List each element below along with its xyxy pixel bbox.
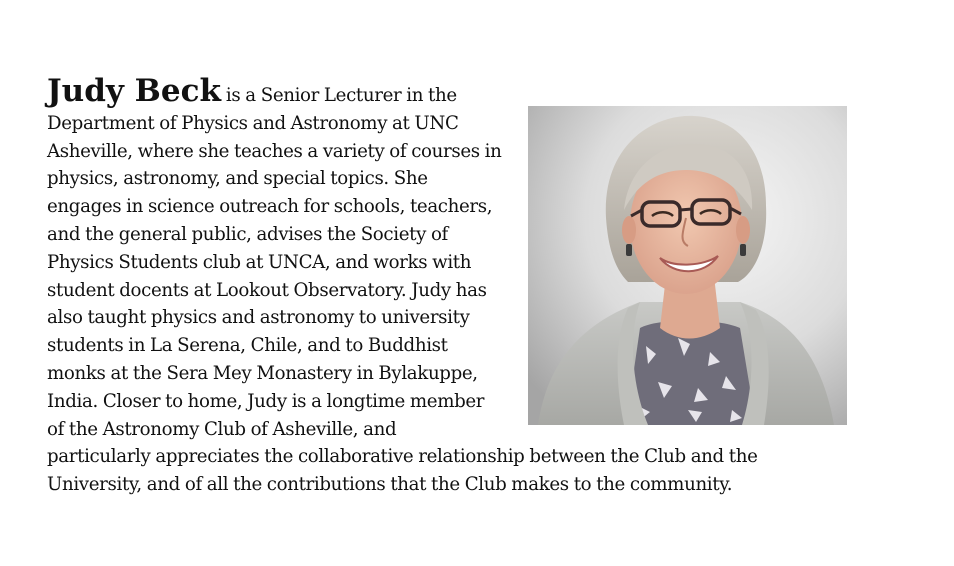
bio-paragraph [47, 73, 847, 499]
person-name: Judy Beck [47, 73, 221, 109]
portrait-photo [528, 106, 847, 425]
bio-text: is a Senior Lecturer in the Department of Physics and Astronomy at UNC Asheville, where she teaches a variety of courses in physics, astronomy, and special topics. She engages in science outreach for schools, teachers, and the general public, advises the Society of Physics Students club at UNCA, and works with student docents at Lookout Observatory. Judy has also taught physics and astronomy to university students in La Serena, Chile, and to Buddhist monks at the Sera Mey Monastery in Bylakuppe, India. Closer to home, Judy is a longtime member of the Astronomy Club of Asheville, and particularly appreciates the collaborative relationship between the Club and the University, and of all the contributions that the Club makes to the community. [47, 85, 758, 496]
portrait-illustration [528, 106, 847, 425]
